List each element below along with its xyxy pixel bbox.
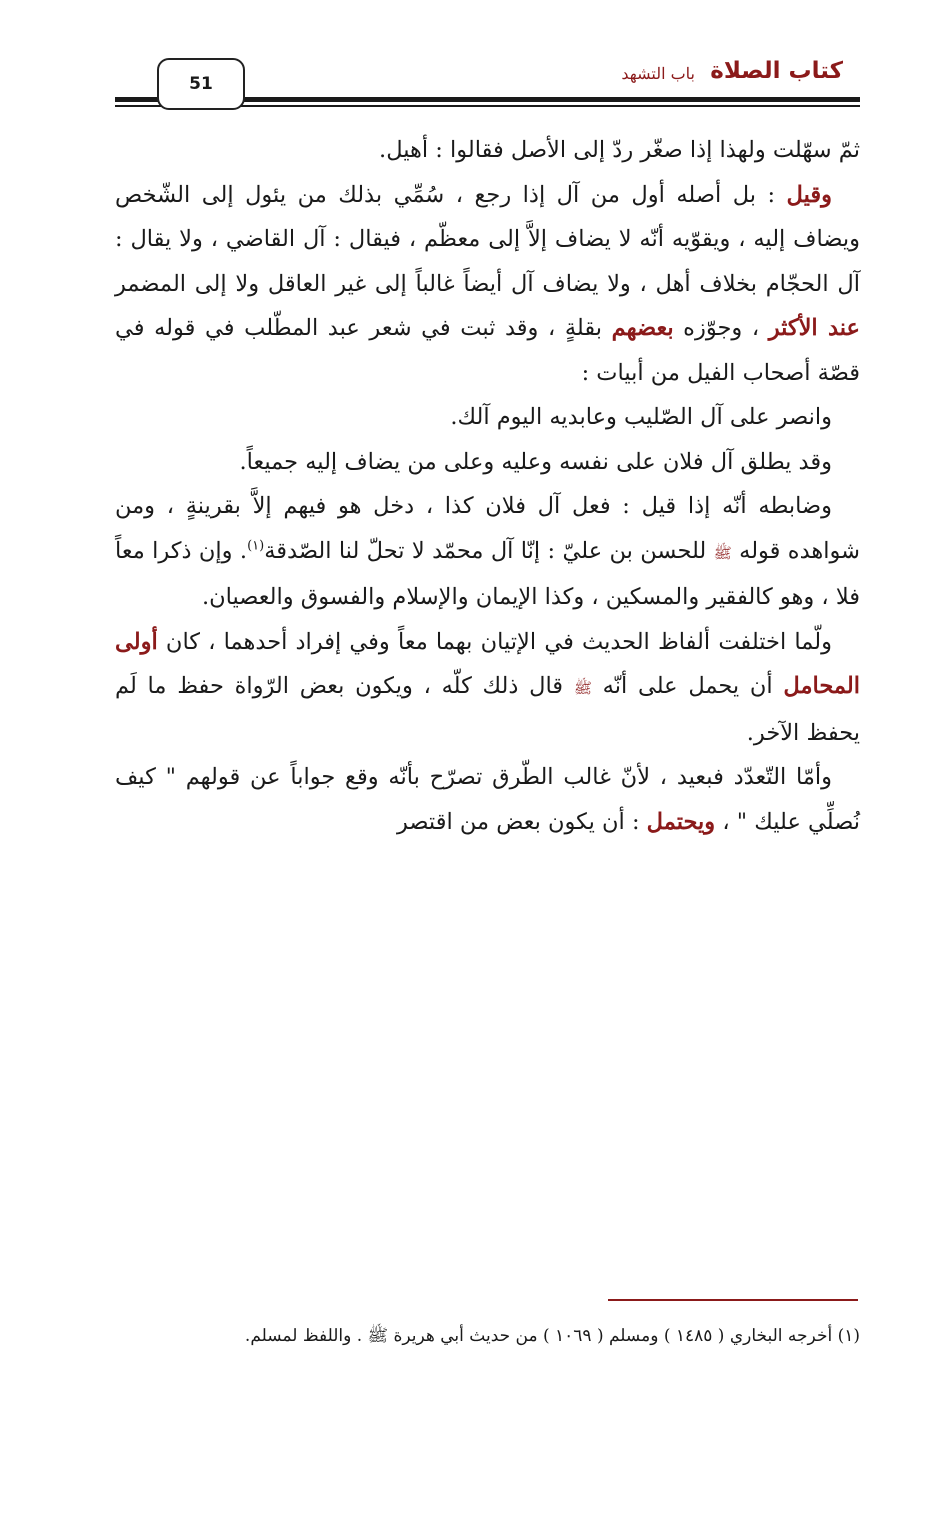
paragraph-1: ثمّ سهّلت ولهذا إذا صغّر ردّ إلى الأصل فقالوا : أهيل. xyxy=(379,137,860,163)
book-title: كتاب الصلاة xyxy=(710,58,843,84)
keyword-awla-almahamil: أولى المحامل xyxy=(115,628,861,699)
paragraph-5-text-b: للحسن بن عليّ : إنّا آل محمّد لا تحلّ لنا الصّدقة xyxy=(264,537,714,564)
paragraph-5-text-c: . وإن ذكرا معاً فلا ، وهو كالفقير والمسكين ، وكذا الإيمان والإسلام والفسوق والعصيان. xyxy=(115,537,860,610)
salutation-ligature: ﷺ xyxy=(573,679,592,697)
keyword-yahtamil: ويحتمل xyxy=(646,808,716,835)
footnote-separator xyxy=(608,1299,858,1301)
keyword-inda-alakthar: عند الأكثر xyxy=(768,315,860,341)
paragraph-6-text-c: قال ذلك كلّه ، ويكون بعض الرّواة حفظ ما لَم يحفظ الآخر. xyxy=(115,673,860,746)
chapter-title: باب التشهد xyxy=(621,64,695,83)
paragraph-7-text-b: : أن يكون بعض من اقتصر xyxy=(396,808,647,835)
paragraph-2-text-c: بقلةٍ ، وقد ثبت في شعر عبد المطّلب في قوله في قصّة أصحاب الفيل من أبيات : xyxy=(115,315,860,386)
footnote-marker[interactable]: (١) xyxy=(247,538,265,553)
paragraph-7-text-a: وأمّا التّعدّد فبعيد ، لأنّ غالب الطّرق تصرّح بأنّه وقع جواباً عن قولهم " كيف نُصلِّي عليك " ، xyxy=(115,764,860,835)
main-text xyxy=(115,128,860,844)
footnotes xyxy=(115,1318,860,1354)
salutation-ligature: ﷺ xyxy=(713,543,732,562)
paragraph-6-text-a: ولّما اختلفت ألفاظ الحديث في الإتيان بهما معاً وفي إفراد أحدهما ، كان xyxy=(157,628,832,655)
paragraph-5-text-a: وضابطه أنّه إذا قيل : فعل آل فلان كذا ، دخل هو فيهم إلاَّ بقرينةٍ ، ومن شواهده قوله xyxy=(115,493,860,564)
paragraph-4: وقد يطلق آل فلان على نفسه وعليه وعلى من يضاف إليه جميعاً. xyxy=(239,448,832,475)
paragraph-5 xyxy=(115,484,860,620)
paragraph-3-verse: وانصر على آل الصّليب وعابديه اليوم آلك. xyxy=(450,404,832,430)
keyword-qila: وقيل xyxy=(786,181,832,208)
paragraph-2-text-a: : بل أصله أول من آل إذا رجع ، سُمِّي بذلك من يئول إلى الشّخص ويضاف إليه ، ويقوّيه أنّه لا يضاف إلاَّ إلى معظّم ، فيقال : آل القاضي ، ولا يقال : آل الحجّام بخلاف أهل ، ولا يضاف آل أيضاً غالباً إلى غير العاقل ولا إلى المضمر xyxy=(115,181,860,297)
paragraph-2-text-b: ، وجوّزه xyxy=(673,315,769,341)
paragraph-7 xyxy=(115,755,860,844)
paragraph-6-text-b: أن يحمل على أنّه xyxy=(591,673,784,699)
page-number: 51 xyxy=(157,58,245,110)
paragraph-6 xyxy=(115,620,860,756)
footnote-1: (١) أخرجه البخاري ( ١٤٨٥ ) ومسلم ( ١٠٦٩ ) من حديث أبي هريرة ﷺ . واللفظ لمسلم. xyxy=(244,1326,860,1346)
paragraph-2 xyxy=(115,173,860,396)
keyword-badhuhum: بعضهم xyxy=(611,315,674,341)
page-header xyxy=(0,0,945,120)
